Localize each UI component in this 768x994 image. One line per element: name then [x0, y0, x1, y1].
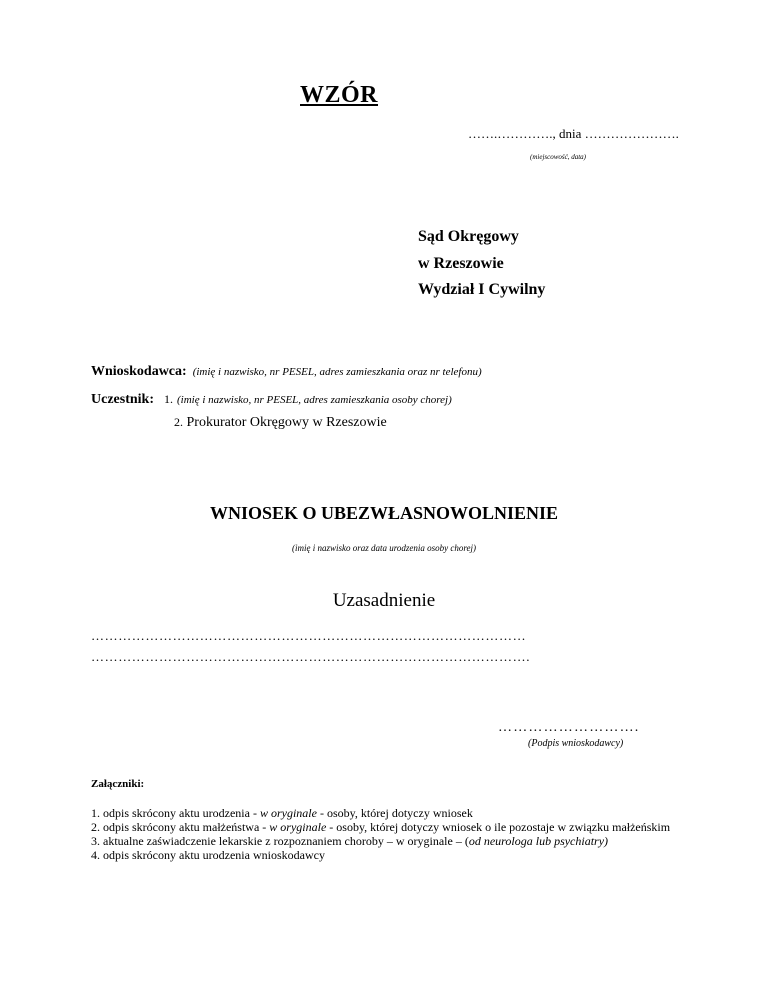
applicant-label: Wnioskodawca:: [91, 364, 187, 379]
attachment-item: 4. odpis skrócony aktu urodzenia wnioskodawcy: [91, 848, 325, 862]
participant-label: Uczestnik:: [91, 392, 154, 407]
place-date-hint: (miejscowość, data): [530, 153, 586, 161]
motion-heading-hint: (imię i nazwisko oraz data urodzenia osoby chorej): [291, 543, 477, 553]
attachment-item: 1. odpis skrócony aktu urodzenia - w oryginale - osoby, której dotyczy wniosek: [91, 806, 473, 820]
court-name: Sąd Okręgowy: [418, 228, 519, 245]
justification-title: Uzasadnienie: [332, 590, 436, 611]
signature-hint: (Podpis wnioskodawcy): [528, 738, 624, 749]
court-division: Wydział I Cywilny: [418, 281, 546, 298]
attachment-item: 2. odpis skrócony aktu małżeństwa - w oryginale - osoby, której dotyczy wniosek o ile pozostaje w związku małżeńskim: [91, 820, 671, 834]
justification-dots-line: …………………………………………………………………………………….: [91, 649, 531, 664]
place-date-line: …….…………., dnia ………………….: [468, 126, 679, 141]
attachment-item: 3. aktualne zaświadczenie lekarskie z rozpoznaniem choroby – w oryginale – (od neurologa lub psychiatry): [91, 834, 609, 848]
participant-row: [91, 390, 452, 408]
court-city: w Rzeszowie: [418, 255, 504, 272]
participant-item1-number: 1.: [164, 392, 173, 406]
signature-line: ……………………….: [498, 720, 640, 735]
participant-item2-text: Prokurator Okręgowy w Rzeszowie: [186, 415, 387, 430]
participant-item2-number: 2.: [174, 415, 183, 429]
motion-heading: WNIOSEK O UBEZWŁASNOWOLNIENIE: [209, 503, 559, 523]
attachments-list: [91, 806, 671, 862]
document-title: WZÓR: [300, 82, 379, 108]
applicant-row: [91, 362, 482, 380]
participant-item2: [174, 415, 387, 431]
justification-dots-line: ……………………………………………………………………………………: [91, 628, 527, 643]
applicant-hint: (imię i nazwisko, nr PESEL, adres zamieszkania oraz nr telefonu): [192, 366, 482, 378]
attachments-title: Załączniki:: [91, 778, 145, 790]
participant-item1-hint: (imię i nazwisko, nr PESEL, adres zamieszkania osoby chorej): [177, 394, 452, 406]
